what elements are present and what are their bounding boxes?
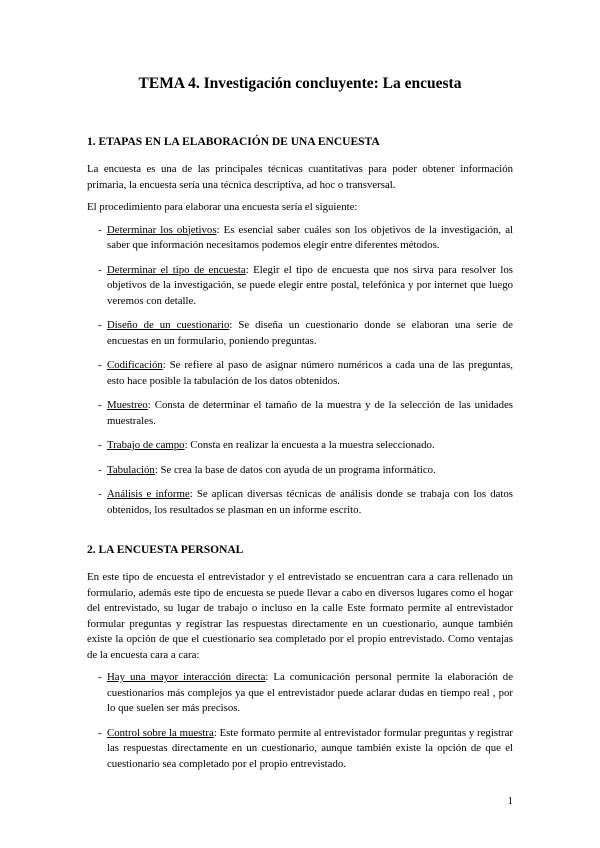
list-item-text: : Elegir el tipo de encuesta que nos sirva para resolver los objetivos de la investigación, se puede elegir entre postal, telefónica y por internet que luego veremos con detalle. <box>107 263 513 307</box>
list-item-term: Hay una mayor interacción directa <box>107 671 266 683</box>
list-item: - Determinar el tipo de encuesta: Elegir el tipo de encuesta que nos sirva para resolver los objetivos de la investigación, se puede elegir entre postal, telefónica y por internet que luego veremos con detalle. <box>98 263 513 307</box>
list-item-text: : Se crea la base de datos con ayuda de un programa informático. <box>154 463 436 476</box>
list-item: - Análisis e informe: Se aplican diversas técnicas de análisis donde se trabaja con los datos obtenidos, los resultados se plasman en un informe escrito. <box>98 488 513 516</box>
document-title: TEMA 4. Investigación concluyente: La encuesta <box>138 75 462 92</box>
list-item-term: Codificación <box>107 359 163 371</box>
list-item-term: Determinar los objetivos <box>107 223 217 236</box>
list-item-term: Análisis e informe <box>107 488 190 500</box>
list-item: - Hay una mayor interacción directa: La comunicación personal permite la elaboración de cuestionarios más complejos ya que el entrevistador puede aclarar dudas en tiempo real , por lo que suelen ser más precisos. <box>98 671 513 714</box>
section-2-heading: 2. LA ENCUESTA PERSONAL <box>87 544 244 556</box>
list-item-text: : Se diseña un cuestionario donde se elaboran una serie de encuestas en un formulario, poniendo preguntas. <box>107 319 513 347</box>
list-item-term: Muestreo <box>107 399 148 411</box>
section-2-advantages-list <box>87 670 513 772</box>
section-spacer <box>87 532 513 542</box>
list-item: - Codificación: Se refiere al paso de asignar número numéricos a cada una de las preguntas, esto hace posible la tabulación de los datos obtenidos. <box>98 359 513 387</box>
list-item-text: : Consta en realizar la encuesta a la muestra seleccionado. <box>184 439 435 451</box>
list-item: - Muestreo: Consta de determinar el tamaño de la muestra y de la selección de las unidades muestrales. <box>98 399 513 427</box>
list-item-term: Tabulación <box>107 463 155 476</box>
list-item: - Diseño de un cuestionario: Se diseña un cuestionario donde se elaboran una serie de encuestas en un formulario, poniendo preguntas. <box>98 319 513 347</box>
list-item: - Determinar los objetivos: Es esencial saber cuáles son los objetivos de la investigación, al saber que información necesitamos podemos elegir entre diferentes métodos. <box>98 223 513 251</box>
section-1-steps-list <box>87 223 513 519</box>
list-item: - Tabulación: Se crea la base de datos con ayuda de un programa informático. <box>98 463 436 476</box>
list-item-text: : Es esencial saber cuáles son los objetivos de la investigación, al saber que información necesitamos podemos elegir entre diferentes métodos. <box>107 223 513 251</box>
list-item-term: Control sobre la muestra <box>107 726 214 739</box>
section-1-intro: La encuesta es una de las principales técnicas cuantitativas para poder obtener información primaria, la encuesta sería una técnica descriptiva, ad hoc o transversal. <box>87 163 513 191</box>
list-item-text: : Consta de determinar el tamaño de la muestra y de la selección de las unidades muestrales. <box>107 399 513 427</box>
list-item-text: : Se aplican diversas técnicas de análisis donde se trabaja con los datos obtenidos, los resultados se plasman en un informe escrito. <box>107 488 513 516</box>
list-item: - Trabajo de campo: Consta en realizar la encuesta a la muestra seleccionado. <box>98 439 435 451</box>
list-item-text: : Este formato permite al entrevistador formular preguntas y registrar las respuestas directamente en un cuestionario, aunque también existe la opción de que el cuestionario sea completado por el propio entrevistado. <box>107 726 513 770</box>
section-2-intro: En este tipo de encuesta el entrevistador y el entrevistado se encuentran cara a cara rellenado un formulario, además este tipo de encuesta se puede llevar a cabo en diversos lugares como el hogar del entrevistado, su lugar de trabajo o incluso en la calle Este formato permite al entrevistador formular preguntas y registrar las respuestas directamente en un cuestionario, aunque también existe la opción de que el cuestionario sea completado por el propio entrevistado. Como ventajas de la encuesta cara a cara: <box>87 571 513 661</box>
section-1-heading: 1. ETAPAS EN LA ELABORACIÓN DE UNA ENCUESTA <box>87 136 380 148</box>
list-item-term: Determinar el tipo de encuesta <box>107 263 246 276</box>
list-item-text: : La comunicación personal permite la elaboración de cuestionarios más complejos ya que el entrevistador puede aclarar dudas en tiempo real , por lo que suelen ser más precisos. <box>107 671 513 714</box>
list-item-term: Trabajo de campo <box>107 439 185 451</box>
list-item-term: Diseño de un cuestionario <box>107 319 230 331</box>
list-item-text: : Se refiere al paso de asignar número numéricos a cada una de las preguntas, esto hace posible la tabulación de los datos obtenidos. <box>107 359 513 387</box>
section-1-procedure-intro: El procedimiento para elaborar una encuesta sería el siguiente: <box>87 201 358 213</box>
list-item: - Control sobre la muestra: Este formato permite al entrevistador formular preguntas y registrar las respuestas directamente en un cuestionario, aunque también existe la opción de que el cuestionario sea completado por el propio entrevistado. <box>98 726 513 770</box>
page-number: 1 <box>507 795 513 807</box>
